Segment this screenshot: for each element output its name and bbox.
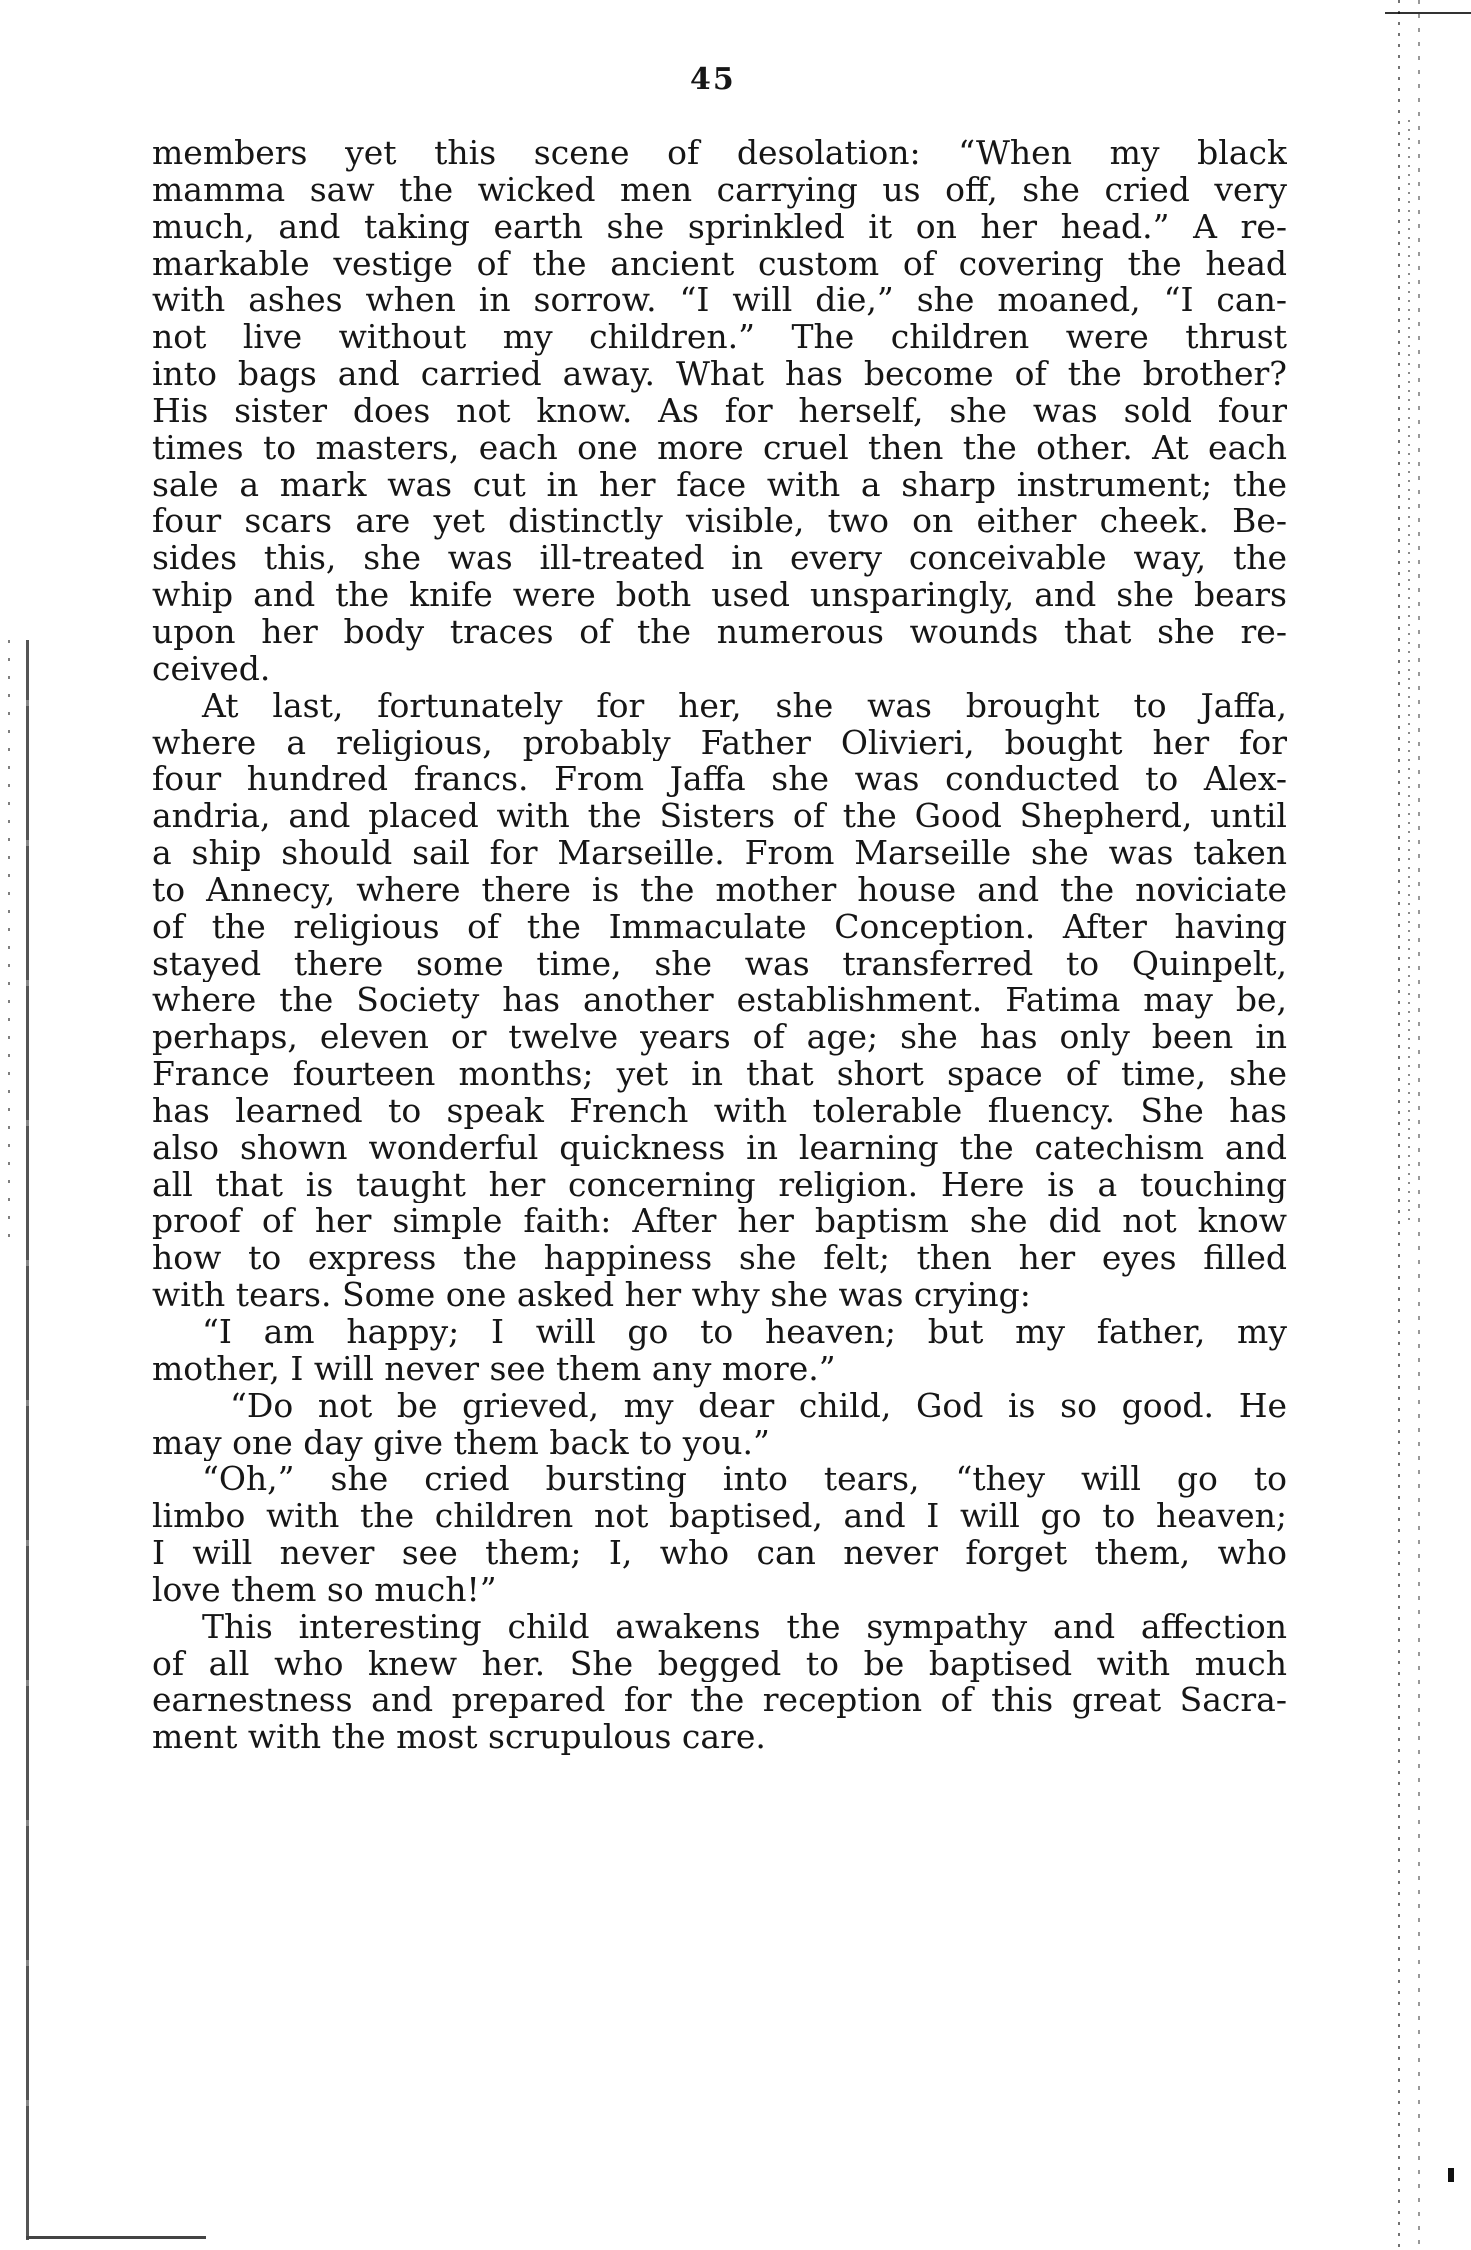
text-line: France fourteen months; yet in that short space of time, she xyxy=(152,1056,1287,1093)
text-line: much, and taking earth she sprinkled it on her head.” A re- xyxy=(152,208,1287,246)
text-line: His sister does not know. As for herself, she was sold four xyxy=(152,392,1287,430)
body-text xyxy=(152,135,1287,1756)
text-line: four scars are yet distinctly visible, two on either cheek. Be- xyxy=(152,503,1287,541)
text-line: members yet this scene of desolation: “When my black xyxy=(152,135,1287,172)
text-line: where a religious, probably Father Olivieri, bought her for xyxy=(152,724,1287,762)
text-line: mother, I will never see them any more.” xyxy=(152,1350,836,1388)
text-line: all that is taught her concerning religion. Here is a touching xyxy=(152,1166,1287,1204)
text-line: ceived. xyxy=(152,650,271,688)
text-line: mamma saw the wicked men carrying us off, she cried very xyxy=(152,171,1287,209)
text-line: whip and the knife were both used unsparingly, and she bears xyxy=(152,577,1287,614)
text-line: of all who knew her. She begged to be baptised with much xyxy=(152,1645,1287,1683)
text-line: “Do not be grieved, my dear child, God is so good. He xyxy=(230,1387,1287,1425)
edge-block-mark xyxy=(1448,2168,1454,2182)
text-line: This interesting child awakens the sympathy and affection xyxy=(202,1608,1287,1646)
text-line: At last, fortunately for her, she was brought to Jaffa, xyxy=(202,687,1287,725)
text-line: also shown wonderful quickness in learning the catechism and xyxy=(152,1129,1287,1167)
text-line: of the religious of the Immaculate Conception. After having xyxy=(152,908,1287,946)
text-line: times to masters, each one more cruel then the other. At each xyxy=(152,429,1287,467)
page-edge-binding-marks xyxy=(1392,0,1432,2250)
text-line: sale a mark was cut in her face with a sharp instrument; the xyxy=(152,466,1287,504)
text-line: perhaps, eleven or twelve years of age; she has only been in xyxy=(152,1019,1287,1057)
text-line: four hundred francs. From Jaffa she was conducted to Alex- xyxy=(152,761,1287,799)
text-line: may one day give them back to you.” xyxy=(152,1424,770,1462)
text-line: earnestness and prepared for the reception of this great Sacra- xyxy=(152,1682,1287,1720)
text-line: stayed there some time, she was transferred to Quinpelt, xyxy=(152,945,1287,983)
text-line: with ashes when in sorrow. “I will die,” she moaned, “I can- xyxy=(152,282,1287,320)
text-line: love them so much!” xyxy=(152,1571,497,1609)
text-line: where the Society has another establishment. Fatima may be, xyxy=(152,982,1287,1020)
text-line: sides this, she was ill-treated in every conceivable way, the xyxy=(152,540,1287,578)
text-line: “Oh,” she cried bursting into tears, “they will go to xyxy=(202,1461,1287,1499)
text-line: limbo with the children not baptised, and I will go to heaven; xyxy=(152,1498,1287,1536)
left-margin-dots xyxy=(8,640,10,1240)
text-line: markable vestige of the ancient custom of covering the head xyxy=(152,245,1287,283)
text-line: with tears. Some one asked her why she was crying: xyxy=(152,1277,1031,1314)
page-number: 45 xyxy=(690,62,736,97)
bottom-left-rule xyxy=(26,2236,206,2239)
text-line: “I am happy; I will go to heaven; but my father, my xyxy=(202,1314,1287,1351)
text-line: into bags and carried away. What has become of the brother? xyxy=(152,356,1287,393)
text-line: proof of her simple faith: After her baptism she did not know xyxy=(152,1203,1287,1241)
text-line: I will never see them; I, who can never forget them, who xyxy=(152,1535,1287,1572)
text-line: not live without my children.” The children were thrust xyxy=(152,319,1287,357)
text-line: a ship should sail for Marseille. From Marseille she was taken xyxy=(152,835,1287,872)
text-line: ment with the most scrupulous care. xyxy=(152,1719,766,1757)
text-line: upon her body traces of the numerous wounds that she re- xyxy=(152,613,1287,651)
left-margin-rule xyxy=(26,640,29,2240)
text-line: andria, and placed with the Sisters of the Good Shepherd, until xyxy=(152,798,1287,836)
text-line: has learned to speak French with tolerable fluency. She has xyxy=(152,1092,1287,1130)
text-line: how to express the happiness she felt; then her eyes filled xyxy=(152,1240,1287,1278)
text-line: to Annecy, where there is the mother house and the noviciate xyxy=(152,871,1287,909)
